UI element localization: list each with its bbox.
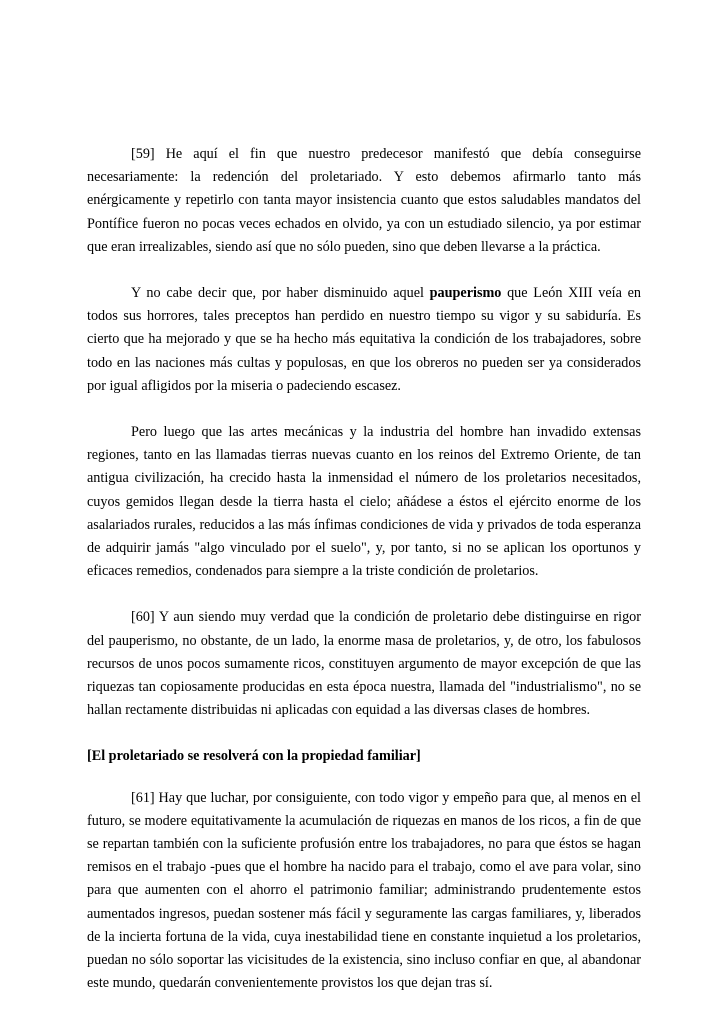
- paragraph-pauperismo-text-before: Y no cabe decir que, por haber disminuido aquel: [131, 285, 430, 302]
- paragraph-60: [60] Y aun siendo muy verdad que la condición de proletario debe distinguirse en rigor del pauperismo, no obstante, de un lado, la enorme masa de proletarios, y, de otro, los fabulosos recursos de unos pocos sumamente ricos, constituyen argumento de mayor excepción de que las riquezas tan copiosamente producidas en esta época nuestra, llamada del "industrialismo", no se hallan rectamente distribuidas ni aplicadas con equidad a las diversas clases de hombres.: [87, 609, 641, 719]
- paragraph-artes-mecanicas: Pero luego que las artes mecánicas y la industria del hombre han invadido extensas regiones, tanto en las llamadas tierras nuevas cuanto en los reinos del Extremo Oriente, de tan antigua civilización, ha crecido hasta la inmensidad el número de los proletarios necesitados, cuyos gemidos llegan desde la tierra hasta el cielo; añádese a éstos el ejército enorme de los asalariados rurales, reducidos a las más ínfimas condiciones de vida y privados de toda esperanza de adquirir jamás "algo vinculado por el suelo", y, por tanto, si no se aplican los oportunos y eficaces remedios, condenados para siempre a la triste condición de proletarios.: [87, 424, 641, 580]
- paragraph-pauperismo: [87, 282, 641, 398]
- paragraph-59: [59] He aquí el fin que nuestro predecesor manifestó que debía conseguirse necesariamente: la redención del proletariado. Y esto debemos afirmarlo tanto más enérgicamente y repetirlo con tanta mayor insistencia cuanto que estos saludables mandatos del Pontífice fueron no pocas veces echados en olvido, ya con un estudiado silencio, ya por estimar que eran irrealizables, siendo así que no sólo pueden, sino que deben llevarse a la práctica.: [87, 146, 641, 255]
- paragraph-pauperismo-text-after: que León XIII veía en todos sus horrores, tales preceptos han perdido en nuestro tiempo su vigor y su sabiduría. Es cierto que ha mejorado y que se ha hecho más equitativa la condición de los trabajadores, sobre todo en las naciones más cultas y populosas, en que los obreros no pueden ser ya considerados por igual afligidos por la miseria o padeciendo escasez.: [87, 285, 641, 394]
- document-page: [87, 143, 641, 1019]
- section-heading: [El proletariado se resolverá con la propiedad familiar]: [87, 748, 421, 765]
- paragraph-61: [61] Hay que luchar, por consiguiente, con todo vigor y empeño para que, al menos en el futuro, se modere equitativamente la acumulación de riquezas en manos de los ricos, a fin de que se repartan también con la suficiente profusión entre los trabajadores, no para que éstos se hagan remisos en el trabajo -pues que el hombre ha nacido para el trabajo, como el ave para volar, sino para que aumenten con el ahorro el patrimonio familiar; administrando prudentemente estos aumentados ingresos, puedan sostener más fácil y seguramente las cargas familiares, y, liberados de la incierta fortuna de la vida, cuya inestabilidad tiene en constante inquietud a los proletarios, puedan no sólo soportar las vicisitudes de la existencia, sino incluso confiar en que, al abandonar este mundo, quedarán convenientemente provistos los que dejan tras sí.: [87, 789, 641, 992]
- pauperismo-bold-term: pauperismo: [429, 285, 502, 302]
